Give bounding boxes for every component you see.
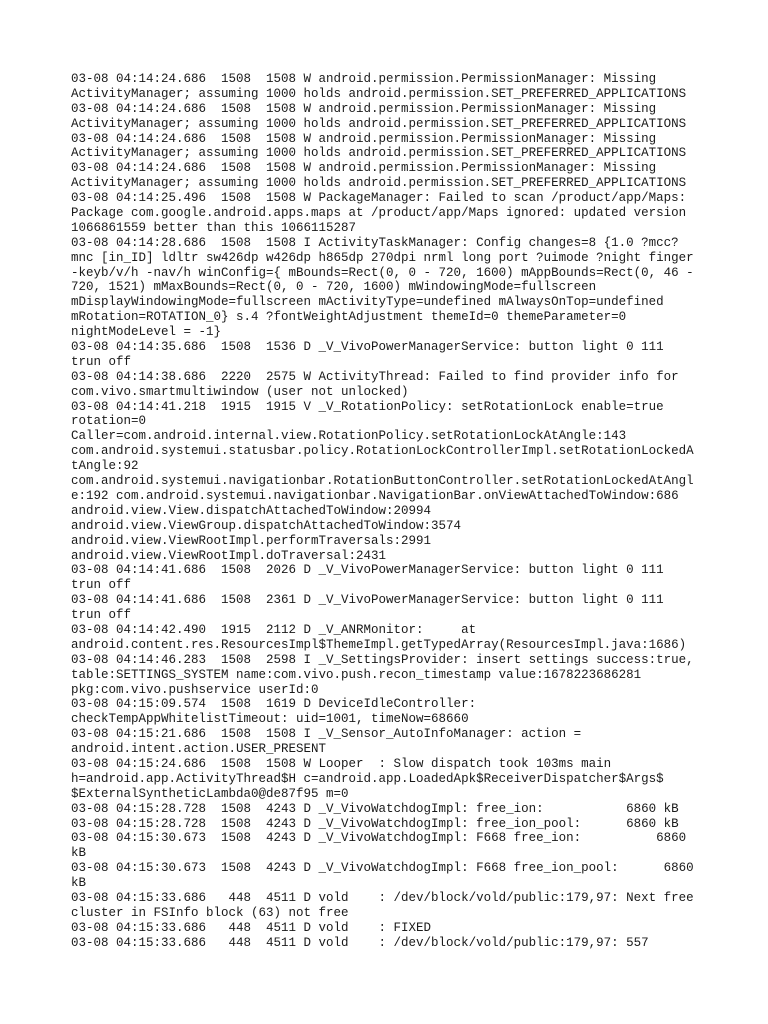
log-text [71, 72, 711, 951]
log-line: 03-08 04:14:38.686 2220 2575 W ActivityThread: Failed to find provider info for [71, 369, 679, 384]
log-line: android.view.View.dispatchAttachedToWindow:20994 [71, 503, 432, 518]
log-line: com.vivo.smartmultiwindow (user not unlocked) [71, 384, 409, 399]
log-line: ActivityManager; assuming 1000 holds android.permission.SET_PREFERRED_APPLICATIONS [71, 86, 687, 101]
log-line: ActivityManager; assuming 1000 holds android.permission.SET_PREFERRED_APPLICATIONS [71, 146, 687, 161]
log-line: nightModeLevel = -1} [71, 325, 222, 340]
log-line: 03-08 04:15:09.574 1508 1619 D DeviceIdleController: [71, 697, 477, 712]
log-line: 03-08 04:15:28.728 1508 4243 D _V_VivoWatchdogImpl: free_ion: 6860 kB [71, 801, 679, 816]
log-line: 03-08 04:15:28.728 1508 4243 D _V_VivoWatchdogImpl: free_ion_pool: 6860 kB [71, 816, 679, 831]
log-line: 03-08 04:15:21.686 1508 1508 I _V_Sensor_AutoInfoManager: action = [71, 727, 582, 742]
log-line: tAngle:92 [71, 459, 139, 474]
log-line: rotation=0 [71, 414, 147, 429]
log-line: 03-08 04:14:41.686 1508 2361 D _V_VivoPowerManagerService: button light 0 111 [71, 593, 664, 608]
log-line: kB [71, 846, 87, 861]
log-line: trun off [71, 578, 132, 593]
log-line: 03-08 04:14:24.686 1508 1508 W android.permission.PermissionManager: Missing [71, 101, 657, 116]
log-line: 03-08 04:14:46.283 1508 2598 I _V_SettingsProvider: insert settings success:true, [71, 652, 694, 667]
log-line: 03-08 04:14:24.686 1508 1508 W android.permission.PermissionManager: Missing [71, 131, 657, 146]
log-line: Package com.google.android.apps.maps at /product/app/Maps ignored: updated version [71, 206, 687, 221]
log-line: 03-08 04:14:41.686 1508 2026 D _V_VivoPowerManagerService: button light 0 111 [71, 563, 664, 578]
log-line: 1066861559 better than this 1066115287 [71, 220, 357, 235]
log-line: mDisplayWindowingMode=fullscreen mActivityType=undefined mAlwaysOnTop=undefined [71, 295, 664, 310]
log-line: -keyb/v/h -nav/h winConfig={ mBounds=Rect(0, 0 - 720, 1600) mAppBounds=Rect(0, 46 - [71, 265, 694, 280]
log-line: 03-08 04:14:24.686 1508 1508 W android.permission.PermissionManager: Missing [71, 161, 657, 176]
log-line: 03-08 04:15:30.673 1508 4243 D _V_VivoWatchdogImpl: F668 free_ion_pool: 6860 [71, 861, 694, 876]
log-line: 03-08 04:15:24.686 1508 1508 W Looper : Slow dispatch took 103ms main [71, 756, 612, 771]
log-line: 03-08 04:14:35.686 1508 1536 D _V_VivoPowerManagerService: button light 0 111 [71, 340, 664, 355]
log-line: com.android.systemui.navigationbar.RotationButtonController.setRotationLockedAtAngl [71, 474, 694, 489]
log-line: 03-08 04:14:42.490 1915 2112 D _V_ANRMonitor: at [71, 622, 477, 637]
log-line: ActivityManager; assuming 1000 holds android.permission.SET_PREFERRED_APPLICATIONS [71, 116, 687, 131]
log-line: 03-08 04:14:28.686 1508 1508 I ActivityTaskManager: Config changes=8 {1.0 ?mcc? [71, 235, 679, 250]
log-line: 03-08 04:14:25.496 1508 1508 W PackageManager: Failed to scan /product/app/Maps: [71, 191, 687, 206]
log-line: h=android.app.ActivityThread$H c=android.app.LoadedApk$ReceiverDispatcher$Args$ [71, 771, 664, 786]
log-line: mnc [in_ID] ldltr sw426dp w426dp h865dp 270dpi nrml long port ?uimode ?night finger [71, 250, 694, 265]
log-line: kB [71, 876, 87, 891]
log-line: mRotation=ROTATION_0} s.4 ?fontWeightAdjustment themeId=0 themeParameter=0 [71, 310, 627, 325]
log-line: 03-08 04:14:24.686 1508 1508 W android.permission.PermissionManager: Missing [71, 72, 657, 86]
log-line: pkg:com.vivo.pushservice userId:0 [71, 682, 319, 697]
log-line: e:192 com.android.systemui.navigationbar.NavigationBar.onViewAttachedToWindow:686 [71, 488, 679, 503]
log-line: 720, 1521) mMaxBounds=Rect(0, 0 - 720, 1600) mWindowingMode=fullscreen [71, 280, 597, 295]
log-line: 03-08 04:15:30.673 1508 4243 D _V_VivoWatchdogImpl: F668 free_ion: 6860 [71, 831, 687, 846]
log-line: cluster in FSInfo block (63) not free [71, 905, 349, 920]
log-line: trun off [71, 608, 132, 623]
log-line: 03-08 04:15:33.686 448 4511 D vold : /dev/block/vold/public:179,97: 557 [71, 935, 649, 950]
log-line: 03-08 04:15:33.686 448 4511 D vold : /dev/block/vold/public:179,97: Next free [71, 890, 694, 905]
log-line: trun off [71, 354, 132, 369]
log-line: android.intent.action.USER_PRESENT [71, 742, 327, 757]
log-line: table:SETTINGS_SYSTEM name:com.vivo.push.recon_timestamp value:1678223686281 [71, 667, 642, 682]
log-line: ActivityManager; assuming 1000 holds android.permission.SET_PREFERRED_APPLICATIONS [71, 176, 687, 191]
log-line: 03-08 04:15:33.686 448 4511 D vold : FIXED [71, 920, 432, 935]
log-line: com.android.systemui.statusbar.policy.RotationLockControllerImpl.setRotationLockedA [71, 444, 694, 459]
log-line: $ExternalSyntheticLambda0@de87f95 m=0 [71, 786, 349, 801]
log-line: checkTempAppWhitelistTimeout: uid=1001, timeNow=68660 [71, 712, 469, 727]
log-line: Caller=com.android.internal.view.RotationPolicy.setRotationLockAtAngle:143 [71, 429, 627, 444]
log-line: android.content.res.ResourcesImpl$ThemeImpl.getTypedArray(ResourcesImpl.java:1686) [71, 637, 687, 652]
log-line: android.view.ViewRootImpl.performTraversals:2991 [71, 533, 432, 548]
log-line: 03-08 04:14:41.218 1915 1915 V _V_RotationPolicy: setRotationLock enable=true [71, 399, 664, 414]
log-line: android.view.ViewGroup.dispatchAttachedToWindow:3574 [71, 518, 462, 533]
log-line: android.view.ViewRootImpl.doTraversal:2431 [71, 548, 387, 563]
